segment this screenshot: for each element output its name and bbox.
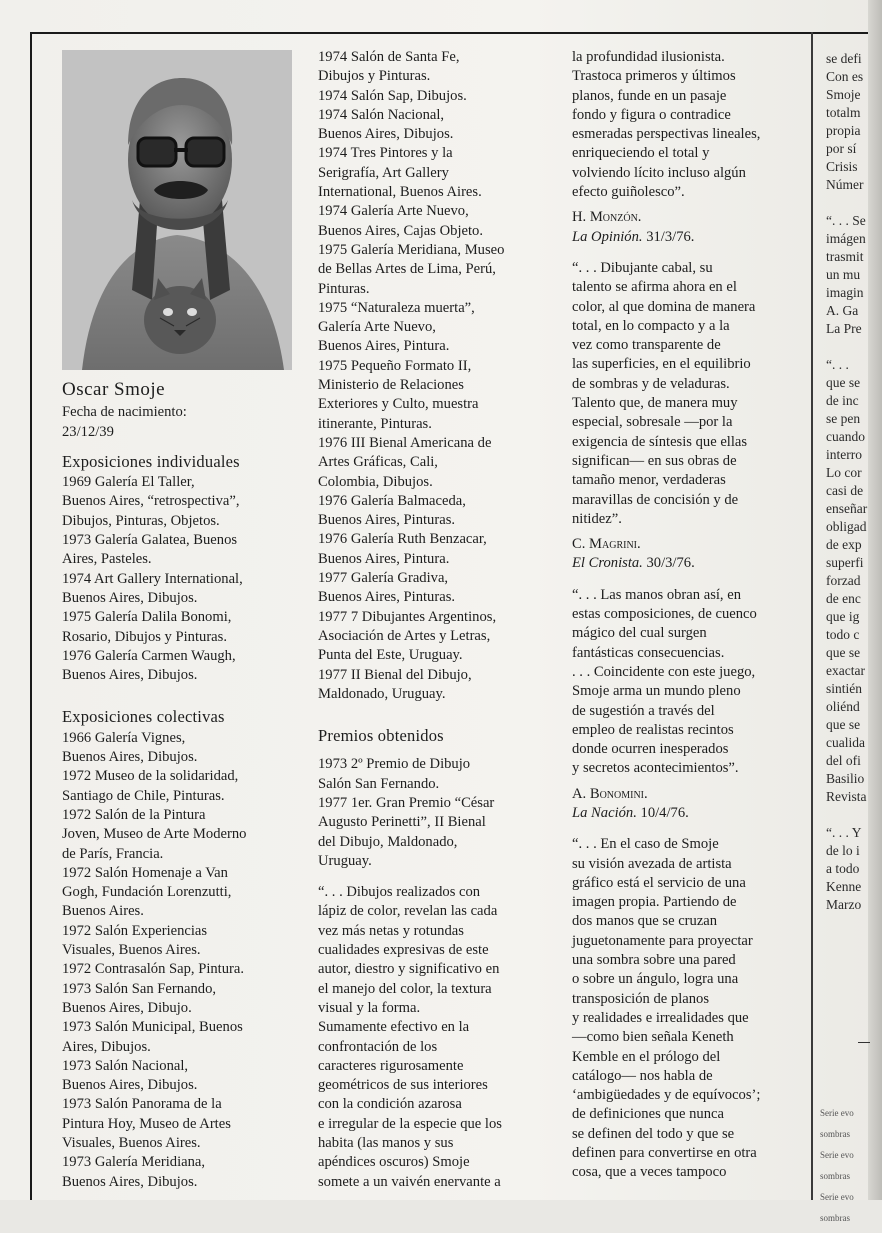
collective-exhibitions-list-2	[318, 48, 550, 704]
exhibition-line: Pinturas.	[318, 280, 370, 297]
fragment-line: La Pre	[826, 321, 862, 336]
column-4-cropped	[826, 50, 870, 914]
quote-line: definen para convertirse en otra	[572, 1145, 757, 1162]
exhibition-line: Serigrafía, Art Gallery	[318, 164, 449, 181]
quote-line: cosa, que a veces tampoco	[572, 1164, 727, 1181]
fragment-line: obligad	[826, 519, 867, 534]
exhibition-line: 1972 Contrasalón Sap, Pintura.	[62, 961, 245, 978]
exhibition-line: Galería Arte Nuevo,	[318, 319, 436, 336]
exhibition-line: 1973 Galería Meridiana,	[62, 1154, 206, 1171]
quote-author-monzon: H. Monzón.	[572, 209, 642, 226]
exhibition-line: Punta del Este, Uruguay.	[318, 647, 463, 664]
fragment-line: totalm	[826, 105, 861, 120]
exhibition-line: 1975 “Naturaleza muerta”,	[318, 299, 475, 316]
exhibition-line: 1976 Galería Carmen Waugh,	[62, 647, 236, 664]
source-name: La Nación.	[572, 804, 637, 821]
exhibition-line: 1974 Galería Arte Nuevo,	[318, 203, 469, 220]
fragment-line: Lo cor	[826, 465, 862, 480]
exhibition-line: 1974 Art Gallery International,	[62, 570, 243, 587]
exhibition-line: Aires, Dibujos.	[62, 1038, 151, 1055]
birth-label: Fecha de nacimiento:	[62, 404, 187, 421]
quote-line: Kemble en el prólogo del	[572, 1048, 721, 1065]
exhibition-line: 1976 Galería Balmaceda,	[318, 492, 466, 509]
column-3	[572, 48, 804, 1183]
exhibition-line: 1972 Salón Experiencias	[62, 922, 208, 939]
exhibition-line: International, Buenos Aires.	[318, 184, 482, 201]
fragment-line: enseñar	[826, 501, 868, 516]
exhibition-line: itinerante, Pinturas.	[318, 415, 432, 432]
exhibition-line: 1974 Salón de Santa Fe,	[318, 49, 460, 65]
fragment-line: imagin	[826, 285, 864, 300]
page-binding-shadow	[868, 0, 882, 1200]
fragment-line: se pen	[826, 411, 861, 426]
quote-line: la profundidad ilusionista.	[572, 49, 725, 65]
quote-line: volviendo lícito incluso algún	[572, 164, 746, 181]
exhibition-line: Rosario, Dibujos y Pinturas.	[62, 628, 227, 645]
caption-line: sombras	[820, 1213, 850, 1223]
caption-line: sombras	[820, 1171, 850, 1181]
fragment-line: propia	[826, 123, 861, 138]
fragment-line: Revista	[826, 789, 867, 804]
review-quote-bonomini	[572, 586, 804, 779]
exhibition-line: 1973 Galería Galatea, Buenos	[62, 532, 238, 549]
exhibition-line: 1975 Galería Dalila Bonomi,	[62, 609, 232, 626]
fragment-line: interro	[826, 447, 862, 462]
quote-line: nitidez”.	[572, 510, 622, 527]
exhibition-line: Buenos Aires, Pintura.	[318, 550, 450, 567]
column-2	[318, 48, 550, 1192]
exhibition-line: Dibujos, Pinturas, Objetos.	[62, 512, 220, 529]
exhibition-line: Buenos Aires, Dibujos.	[62, 667, 198, 684]
exhibition-line: 1969 Galería El Taller,	[62, 474, 195, 491]
quote-line: catálogo— nos habla de	[572, 1067, 713, 1084]
exhibition-line: Ministerio de Relaciones	[318, 377, 464, 394]
quote-line: total, en lo compacto y a la	[572, 317, 730, 334]
exhibition-line: Buenos Aires, Dibujos.	[62, 1077, 198, 1094]
exhibition-line: Maldonado, Uruguay.	[318, 685, 446, 702]
fragment-line: A. Ga	[826, 303, 859, 318]
exhibition-line: Artes Gráficas, Cali,	[318, 454, 438, 471]
quote-line: color, al que domina de manera	[572, 298, 756, 315]
award-line: Uruguay.	[318, 852, 372, 869]
individual-exhibitions-list	[62, 473, 294, 685]
exhibition-line: 1974 Salón Sap, Dibujos.	[318, 87, 467, 104]
quote-line: “. . . En el caso de Smoje	[572, 836, 719, 853]
exhibition-line: de París, Francia.	[62, 845, 164, 862]
awards-heading: Premios obtenidos	[318, 726, 444, 746]
quote-line: somete a un vaivén enervante a	[318, 1173, 501, 1190]
quote-line: habita (las manos y sus	[318, 1135, 454, 1152]
quote-line: tamaño menor, verdaderas	[572, 472, 726, 489]
exhibition-line: Gogh, Fundación Lorenzutti,	[62, 884, 232, 901]
exhibition-line: 1975 Pequeño Formato II,	[318, 357, 472, 374]
quote-line: —como bien señala Keneth	[572, 1029, 734, 1046]
exhibition-line: Aires, Pasteles.	[62, 551, 152, 568]
quote-source-bonomini	[572, 804, 804, 823]
fragment-line: cualida	[826, 735, 865, 750]
fragment-line: exactar	[826, 663, 865, 678]
exhibition-line: Santiago de Chile, Pinturas.	[62, 787, 225, 804]
source-date: 10/4/76.	[640, 804, 689, 821]
exhibition-line: Buenos Aires, “retrospectiva”,	[62, 493, 240, 510]
caption-line: Serie evo	[820, 1150, 854, 1160]
exhibition-line: Buenos Aires, Pintura.	[318, 338, 450, 355]
exhibition-line: 1975 Galería Meridiana, Museo	[318, 241, 505, 258]
exhibition-line: 1976 III Bienal Americana de	[318, 434, 492, 451]
exhibition-line: Visuales, Buenos Aires.	[62, 1134, 201, 1151]
review-quote-monzon	[318, 883, 550, 1192]
exhibition-line: Colombia, Dibujos.	[318, 473, 433, 490]
frame-top-rule	[30, 32, 882, 34]
fragment-line: de enc	[826, 591, 861, 606]
fragment-line: forzad	[826, 573, 861, 588]
quote-line: estas composiciones, de cuenco	[572, 606, 757, 623]
quote-line: vez como transparente de	[572, 337, 721, 354]
caption-line: sombras	[820, 1129, 850, 1139]
quote-line: planos, funde en un pasaje	[572, 87, 727, 104]
quote-line: apéndices oscuros) Smoje	[318, 1154, 470, 1171]
fragment-line: “. . .	[826, 357, 849, 372]
quote-line: fantásticas consecuencias.	[572, 644, 725, 661]
review-quote-monzon-continued	[572, 48, 804, 202]
caption-line: Serie evo	[820, 1108, 854, 1118]
exhibition-line: 1973 Salón San Fernando,	[62, 980, 217, 997]
award-line: Augusto Perinetti”, II Bienal	[318, 814, 486, 831]
exhibition-line: Dibujos y Pinturas.	[318, 68, 431, 85]
fragment-line: se defi	[826, 51, 862, 66]
quote-line: donde ocurren inesperados	[572, 741, 729, 758]
quote-line: maravillas de concisión y de	[572, 491, 739, 508]
exhibition-line: 1966 Galería Vignes,	[62, 729, 186, 746]
fragment-line: sintién	[826, 681, 862, 696]
quote-line: juguetonamente para proyectar	[572, 932, 753, 949]
quote-line: imagen propia. Partiendo de	[572, 894, 737, 911]
source-name: La Opinión.	[572, 228, 643, 245]
quote-line: se definen del todo y que se	[572, 1125, 735, 1142]
awards-list	[318, 755, 550, 871]
fragment-line: todo c	[826, 627, 860, 642]
exhibition-line: Buenos Aires, Dibujos.	[62, 589, 198, 606]
award-line: Salón San Fernando.	[318, 775, 440, 792]
quote-line: de sugestión a través del	[572, 702, 715, 719]
exhibition-line: Exteriores y Culto, muestra	[318, 396, 479, 413]
quote-line: “. . . Dibujos realizados con	[318, 884, 481, 901]
quote-line: su visión avezada de artista	[572, 855, 732, 872]
quote-source-monzon	[572, 228, 804, 247]
exhibition-line: 1977 Galería Gradiva,	[318, 570, 449, 587]
quote-line: y secretos acontecimientos”.	[572, 760, 739, 777]
quote-line: empleo de realistas recintos	[572, 721, 734, 738]
fragment-line: de lo i	[826, 843, 860, 858]
exhibition-line: 1976 Galería Ruth Benzacar,	[318, 531, 487, 548]
quote-line: cualidades expresivas de este	[318, 942, 489, 959]
quote-line: visual y la forma.	[318, 999, 421, 1016]
exhibition-line: Asociación de Artes y Letras,	[318, 627, 491, 644]
fragment-line: por sí	[826, 141, 857, 156]
fragment-line: Númer	[826, 177, 864, 192]
quote-line: fondo y figura o contradice	[572, 106, 731, 123]
image-caption-cropped	[820, 1098, 870, 1233]
exhibition-line: 1977 II Bienal del Dibujo,	[318, 666, 472, 683]
quote-line: e irregular de la especie que los	[318, 1115, 502, 1132]
quote-line: “. . . Dibujante cabal, su	[572, 259, 713, 276]
exhibition-line: 1973 Salón Nacional,	[62, 1057, 189, 1074]
quote-line: caracteres rigurosamente	[318, 1057, 464, 1074]
exhibition-line: 1973 Salón Panorama de la	[62, 1096, 222, 1113]
caption-line: Serie evo	[820, 1192, 854, 1202]
exhibition-line: de Bellas Artes de Lima, Perú,	[318, 261, 496, 278]
exhibition-line: Joven, Museo de Arte Moderno	[62, 826, 247, 843]
quote-line: exigencia de síntesis que ellas	[572, 433, 748, 450]
fragment-line: que ig	[826, 609, 860, 624]
fragment-line: que se	[826, 645, 861, 660]
quote-line: Smoje arma un mundo pleno	[572, 683, 741, 700]
artist-name: Oscar Smoje	[62, 379, 166, 400]
fragment-line: imágen	[826, 231, 866, 246]
exhibition-line: Buenos Aires, Dibujos.	[318, 126, 454, 143]
fragment-line: “. . . Se	[826, 213, 866, 228]
fragment-line	[826, 338, 870, 356]
fragment-line	[826, 194, 870, 212]
quote-line: significan— en sus obras de	[572, 452, 737, 469]
exhibition-line: Buenos Aires, Pinturas.	[318, 512, 456, 529]
quote-author-magrini: C. Magrini.	[572, 536, 641, 553]
quote-line: autor, diestro y significativo en	[318, 961, 500, 978]
award-line: del Dibujo, Maldonado,	[318, 833, 458, 850]
quote-line: talento se afirma ahora en el	[572, 279, 737, 296]
quote-line: Talento que, de manera muy	[572, 395, 738, 412]
quote-line: . . . Coincidente con este juego,	[572, 663, 756, 680]
exhibition-line: 1973 Salón Municipal, Buenos	[62, 1019, 243, 1036]
fragment-line: que se	[826, 717, 861, 732]
exhibition-line: Buenos Aires, Pinturas.	[318, 589, 456, 606]
individual-exhibitions-heading: Exposiciones individuales	[62, 451, 240, 471]
award-line: 1973 2º Premio de Dibujo	[318, 756, 471, 773]
quote-line: con la condición azarosa	[318, 1096, 462, 1113]
fragment-line: Con es	[826, 69, 864, 84]
quote-line: mágico del cual surgen	[572, 625, 707, 642]
exhibition-line: 1974 Salón Nacional,	[318, 106, 445, 123]
exhibition-line: 1972 Museo de la solidaridad,	[62, 768, 239, 785]
exhibition-line: Buenos Aires, Dibujos.	[62, 1173, 198, 1190]
quote-line: efecto guiñolesco”.	[572, 184, 685, 201]
artist-portrait-photo	[62, 50, 292, 370]
source-name: El Cronista.	[572, 555, 643, 572]
exhibition-line: Buenos Aires, Dibujos.	[62, 749, 198, 766]
exhibition-line: 1974 Tres Pintores y la	[318, 145, 453, 162]
column-1	[62, 44, 294, 1192]
collective-exhibitions-list-1	[62, 729, 294, 1192]
exhibition-line: Visuales, Buenos Aires.	[62, 942, 201, 959]
quote-line: las superficies, en el equilibrio	[572, 356, 751, 373]
quote-line: vez más netas y rotundas	[318, 922, 464, 939]
frame-left-rule	[30, 32, 32, 1200]
exhibition-line: 1977 7 Dibujantes Argentinos,	[318, 608, 497, 625]
quote-line: o sobre un ángulo, logra una	[572, 971, 739, 988]
fragment-line: de exp	[826, 537, 862, 552]
quote-author-bonomini: A. Bonomini.	[572, 785, 648, 802]
fragment-line: Marzo	[826, 897, 862, 912]
quote-line: el manejo del color, la textura	[318, 980, 492, 997]
fragment-line: cuando	[826, 429, 865, 444]
award-line: 1977 1er. Gran Premio “César	[318, 794, 495, 811]
fragment-line: Kenne	[826, 879, 862, 894]
exhibition-line: Buenos Aires.	[62, 903, 144, 920]
quote-line: “. . . Las manos obran así, en	[572, 586, 741, 603]
review-quote-magrini	[572, 259, 804, 529]
fragment-line: superfi	[826, 555, 864, 570]
fragment-line: Basilio	[826, 771, 865, 786]
exhibition-line: 1972 Salón Homenaje a Van	[62, 864, 228, 881]
fragment-line: “. . . Y	[826, 825, 862, 840]
quote-line: y realidades e irrealidades que	[572, 1009, 749, 1026]
quote-line: lápiz de color, revelan las cada	[318, 903, 498, 920]
quote-line: Trastoca primeros y últimos	[572, 68, 736, 85]
review-quote-kemble-reference	[572, 835, 804, 1182]
quote-line: dos manos que se cruzan	[572, 913, 718, 930]
quote-line: esmeradas perspectivas lineales,	[572, 126, 761, 143]
exhibition-line: Buenos Aires, Dibujo.	[62, 999, 192, 1016]
collective-exhibitions-heading: Exposiciones colectivas	[62, 707, 225, 727]
quote-line: enriqueciendo el total y	[572, 145, 710, 162]
fragment-line: Smoje	[826, 87, 861, 102]
exhibition-line: Pintura Hoy, Museo de Artes	[62, 1115, 231, 1132]
fragment-line: a todo	[826, 861, 860, 876]
column-4-rule	[858, 1042, 870, 1043]
quote-line: especial, sobresale —por la	[572, 414, 733, 431]
quote-line: transposición de planos	[572, 990, 709, 1007]
exhibition-line: 1972 Salón de la Pintura	[62, 806, 206, 823]
portrait-illustration	[62, 50, 292, 370]
fragment-line: un mu	[826, 267, 861, 282]
quote-line: una sombra sobre una pared	[572, 952, 736, 969]
exhibition-line: Buenos Aires, Cajas Objeto.	[318, 222, 483, 239]
page-gutter-rule	[811, 32, 813, 1200]
quote-line: gráfico está el servicio de una	[572, 874, 746, 891]
fragment-line: de inc	[826, 393, 859, 408]
fragment-line: del ofi	[826, 753, 861, 768]
birth-date: 23/12/39	[62, 423, 114, 440]
quote-line: ‘ambigüedades y de equívocos’;	[572, 1087, 761, 1104]
fragment-line: casi de	[826, 483, 864, 498]
fragment-line	[826, 806, 870, 824]
quote-line: de definiciones que nunca	[572, 1106, 724, 1123]
quote-line: de sombras y de veladuras.	[572, 375, 730, 392]
quote-line: Sumamente efectivo en la	[318, 1019, 470, 1036]
fragment-line: trasmit	[826, 249, 864, 264]
quote-line: geométricos de sus interiores	[318, 1077, 488, 1094]
quote-line: confrontación de los	[318, 1038, 438, 1055]
quote-source-magrini	[572, 554, 804, 573]
source-date: 30/3/76.	[646, 555, 695, 572]
fragment-line: Crisis	[826, 159, 858, 174]
fragment-line: que se	[826, 375, 861, 390]
source-date: 31/3/76.	[646, 228, 695, 245]
fragment-line: oliénd	[826, 699, 860, 714]
